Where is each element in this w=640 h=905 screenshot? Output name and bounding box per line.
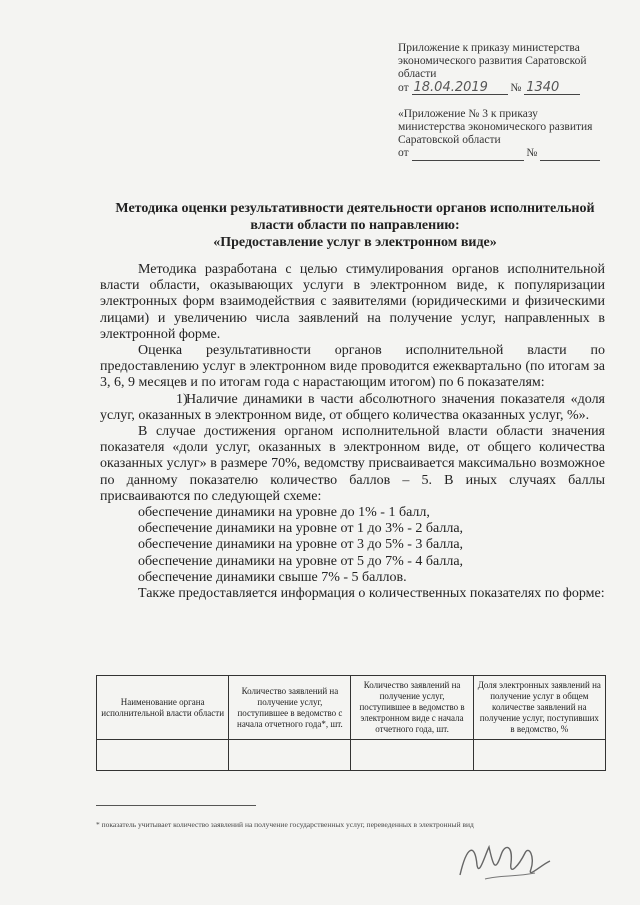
table-header-cell: Наименование органа исполнительной власти области	[97, 676, 229, 740]
paragraph-text: Наличие динамики в части абсолютного значения показателя «доля услуг, оказанных в электронном виде, от общего количества оказанных услуг, %».	[100, 391, 605, 423]
header-line: Саратовской области	[398, 134, 501, 146]
item-number: 1)	[176, 391, 188, 407]
number-label: №	[510, 82, 522, 94]
signature-mark	[455, 835, 555, 885]
table-cell	[351, 740, 473, 771]
table-header-cell: Доля электронных заявлений на получение услуг в общем количестве заявлений на получение услуг, поступивших в ведомство, %	[473, 676, 605, 740]
score-list-item: обеспечение динамики на уровне от 1 до 3% - 2 балла,	[138, 521, 464, 537]
header-line: «Приложение № 3 к приказу	[398, 108, 538, 120]
title-line: Методика оценки результативности деятельности органов исполнительной	[115, 201, 595, 216]
number-label: №	[526, 147, 538, 159]
from-label: от	[398, 82, 409, 94]
table-header-cell: Количество заявлений на получение услуг, поступившее в ведомство в электронном виде с начала отчетного года, шт.	[351, 676, 473, 740]
blank-date	[412, 147, 524, 161]
appendix-3-header	[398, 108, 623, 161]
table-cell	[97, 740, 229, 771]
paragraph: Также предоставляется информация о количественных показателях по форме:	[138, 586, 605, 602]
title-line: «Предоставление услуг в электронном виде»	[213, 235, 497, 250]
numbered-paragraph	[100, 392, 605, 424]
paragraph: В случае достижения органом исполнительной власти области значения показателя «доли услуг, оказанных в электронном виде, от общего количества оказанных услуг» в размере 70%, ведомству присваивается максимально возможное по данному показателю количество баллов – 5. В иных случаях баллы присваиваются по следующей схеме:	[100, 424, 605, 504]
footnote: * показатель учитывает количество заявлений на получение государственных услуг, переведенных в электронный вид	[96, 820, 474, 829]
footnote-separator	[96, 805, 256, 806]
paragraph: Оценка результативности органов исполнительной власти по предоставлению услуг в электронном виде проводится ежеквартально (по итогам за 3, 6, 9 месяцев и по итогам года с нарастающим итогом) по 6 показателям:	[100, 343, 605, 391]
score-list-item: обеспечение динамики на уровне от 5 до 7% - 4 балла,	[138, 553, 464, 569]
header-line: экономического развития Саратовской	[398, 55, 587, 67]
header-date-line	[398, 147, 623, 161]
score-list-item: обеспечение динамики свыше 7% - 5 баллов.	[138, 569, 407, 585]
order-appendix-header	[398, 42, 623, 95]
score-list-item: обеспечение динамики на уровне от 3 до 5% - 3 балла,	[138, 537, 464, 553]
blank-number	[540, 147, 600, 161]
document-body	[100, 262, 605, 602]
paragraph: Методика разработана с целью стимулирования органов исполнительной власти области, оказывающих услуги в электронном виде, к популяризации электронных форм взаимодействия с заявителями (юридическими и физическими лицами) и увеличению числа заявлений на получение услуг, направленных в электронной форме.	[100, 262, 605, 342]
document-title	[90, 200, 620, 251]
title-line: власти области по направлению:	[250, 218, 460, 233]
handwritten-number: 1340	[524, 81, 580, 95]
table-row	[97, 740, 606, 771]
table-header-cell: Количество заявлений на получение услуг, поступившее в ведомство с начала отчетного года*, шт.	[229, 676, 351, 740]
table-header-row	[97, 676, 606, 740]
from-label: от	[398, 147, 409, 159]
table-cell	[229, 740, 351, 771]
header-date-line	[398, 81, 623, 95]
header-line: области	[398, 68, 437, 80]
handwritten-date: 18.04.2019	[412, 81, 508, 95]
header-line: министерства экономического развития	[398, 121, 593, 133]
header-line: Приложение к приказу министерства	[398, 42, 580, 54]
score-list-item: обеспечение динамики на уровне до 1% - 1 балл,	[138, 505, 430, 521]
table-cell	[473, 740, 605, 771]
indicators-table	[96, 675, 606, 771]
